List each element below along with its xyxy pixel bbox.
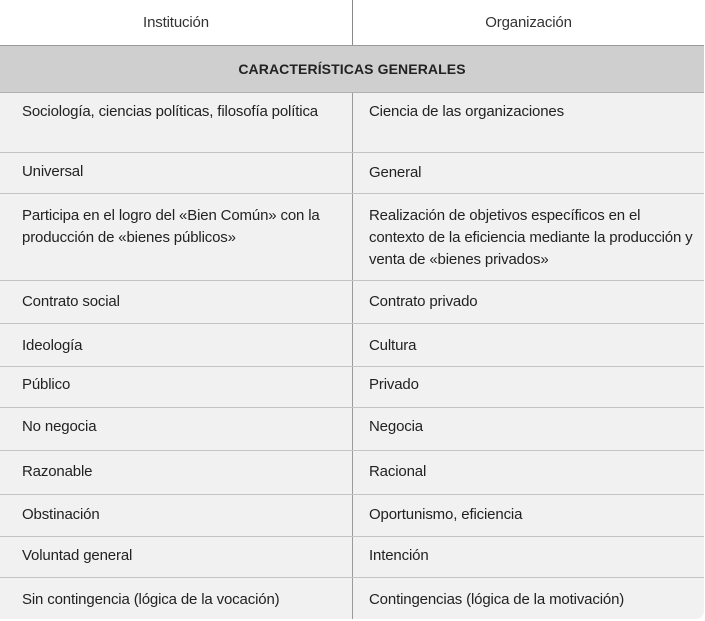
cell-organizacion: Contingencias (lógica de la motivación)	[352, 578, 704, 619]
table-row	[0, 578, 704, 619]
table-row	[0, 194, 704, 281]
cell-institucion: Obstinación	[22, 506, 100, 523]
table-header	[0, 0, 704, 45]
section-title: CARACTERÍSTICAS GENERALES	[0, 45, 704, 93]
cell-organizacion: Contrato privado	[352, 281, 704, 323]
cell-organizacion: Racional	[352, 451, 704, 494]
header-institucion: Institución	[143, 14, 209, 31]
cell-institucion: Razonable	[22, 463, 93, 480]
cell-institucion: Voluntad general	[22, 547, 133, 564]
cell-institucion: Público	[22, 376, 71, 393]
cell-organizacion: Privado	[352, 367, 704, 407]
cell-institucion: Sin contingencia (lógica de la vocación)	[22, 591, 280, 608]
table-row	[0, 408, 704, 451]
cell-organizacion: Cultura	[352, 324, 704, 366]
cell-organizacion: Intención	[352, 537, 704, 577]
cell-institucion: No negocia	[22, 418, 97, 435]
cell-institucion: Sociología, ciencias políticas, filosofía política	[22, 103, 318, 120]
cell-institucion: Universal	[22, 163, 84, 180]
table-row	[0, 537, 704, 578]
table-row	[0, 93, 704, 153]
cell-organizacion: General	[352, 153, 704, 193]
table-row	[0, 153, 704, 194]
table-row	[0, 324, 704, 367]
table-row	[0, 281, 704, 324]
cell-organizacion: Ciencia de las organizaciones	[352, 93, 704, 152]
cell-organizacion: Realización de objetivos específicos en el contexto de la eficiencia mediante la producción y venta de «bienes privados»	[352, 194, 704, 280]
cell-institucion: Ideología	[22, 337, 83, 354]
table-row	[0, 367, 704, 408]
cell-institucion: Contrato social	[22, 293, 120, 310]
cell-institucion: Participa en el logro del «Bien Común» con la producción de «bienes públicos»	[22, 207, 320, 246]
cell-organizacion: Oportunismo, eficiencia	[352, 495, 704, 536]
table-row	[0, 451, 704, 495]
table-row	[0, 495, 704, 537]
header-organizacion: Organización	[352, 0, 704, 45]
cell-organizacion: Negocia	[352, 408, 704, 450]
